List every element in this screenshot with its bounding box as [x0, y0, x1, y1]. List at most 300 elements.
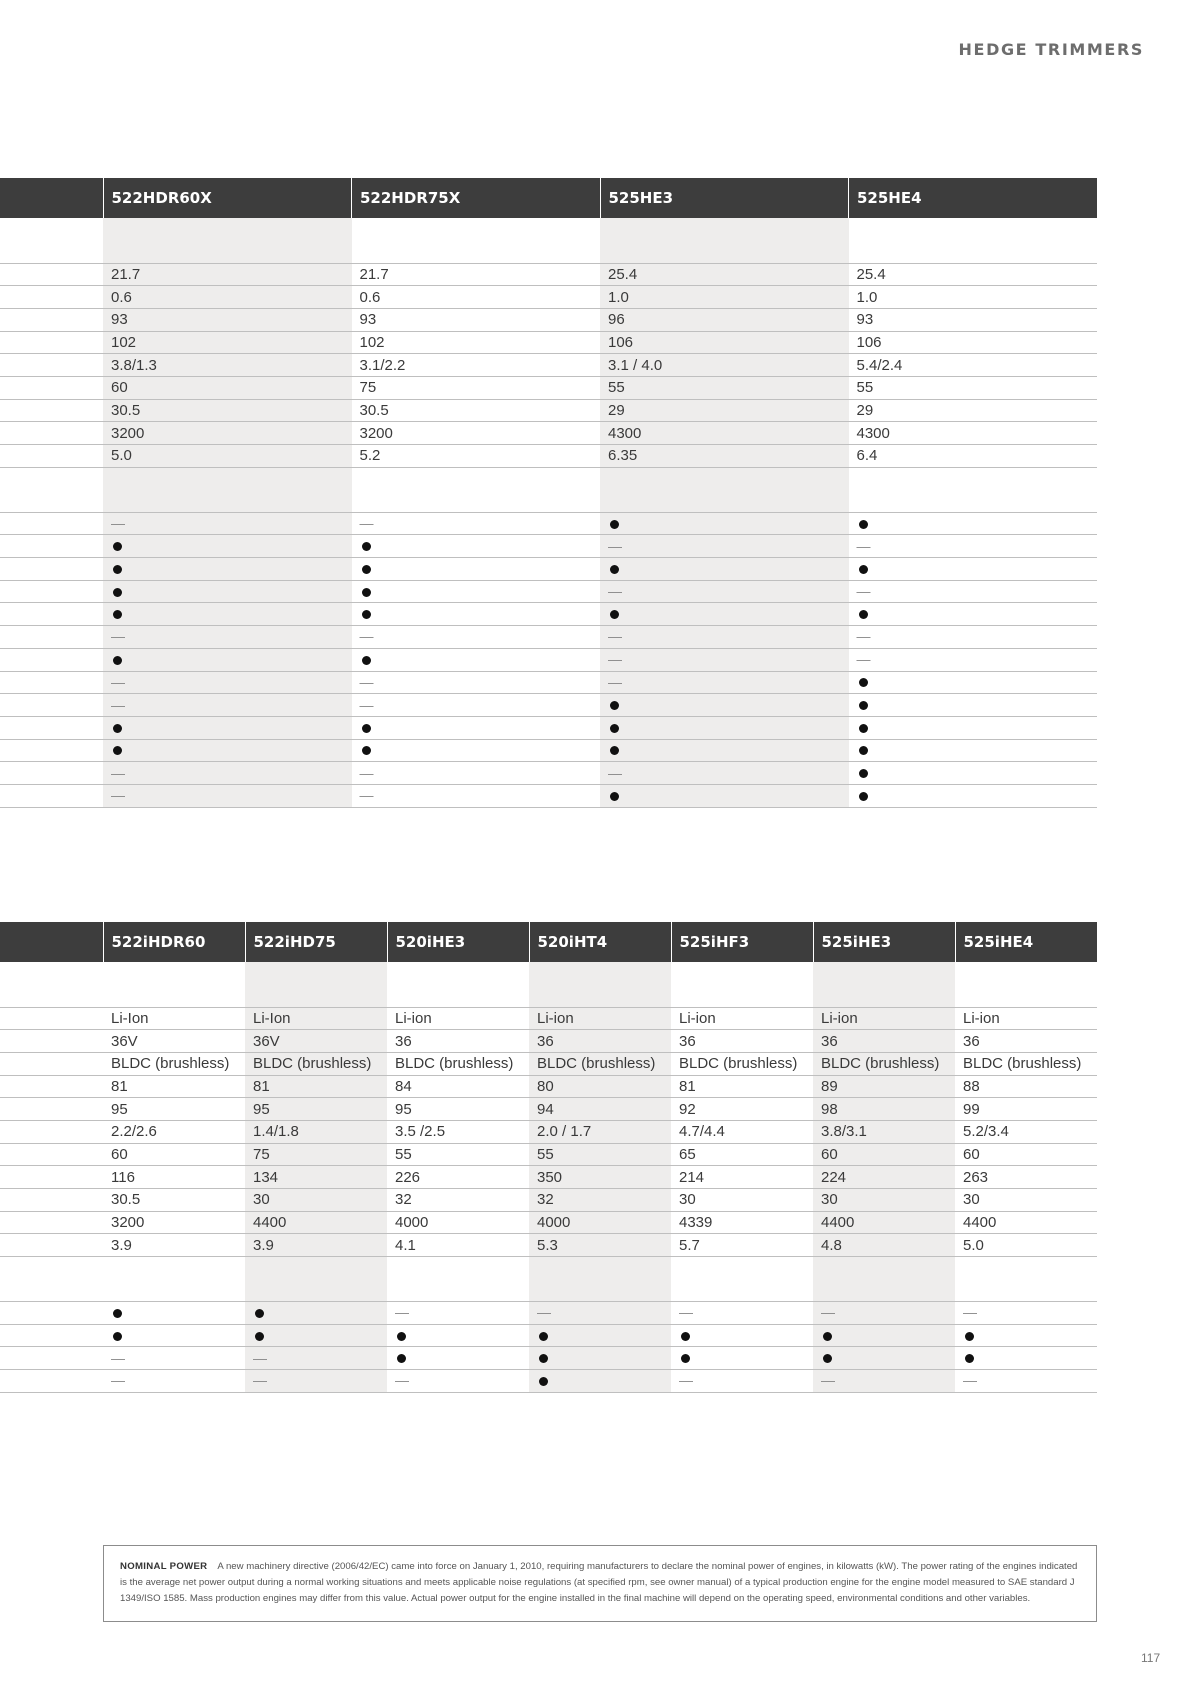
spec-cell: 84 [387, 1075, 529, 1098]
row-label-cell [0, 671, 103, 694]
row-label-cell [0, 286, 103, 309]
spec-cell: 93 [103, 308, 352, 331]
spec-cell: 5.3 [529, 1234, 671, 1257]
spec-cell: 4300 [849, 422, 1098, 445]
spec-cell [813, 1370, 955, 1393]
spec-cell: 214 [671, 1166, 813, 1189]
spec-cell [103, 648, 352, 671]
spec-cell [245, 1370, 387, 1393]
spec-cell [600, 671, 849, 694]
spec-cell: 226 [387, 1166, 529, 1189]
table-row [0, 558, 1097, 581]
dot-icon [539, 1332, 548, 1341]
dot-icon [859, 769, 868, 778]
spec-cell: 60 [103, 1143, 245, 1166]
spec-cell: 29 [849, 399, 1098, 422]
spec-cell [600, 218, 849, 263]
spec-cell: 4339 [671, 1211, 813, 1234]
dash-icon: — [111, 628, 125, 645]
dash-icon: — [111, 1372, 125, 1389]
spec-cell: 36 [671, 1030, 813, 1053]
spec-cell: 32 [529, 1189, 671, 1212]
spec-cell [955, 1324, 1097, 1347]
dash-icon: — [821, 1304, 835, 1321]
spec-cell [245, 1257, 387, 1302]
spec-cell [352, 648, 601, 671]
spec-cell [849, 762, 1098, 785]
spec-cell [352, 218, 601, 263]
spec-cell: 5.7 [671, 1234, 813, 1257]
spec-cell: 2.2/2.6 [103, 1120, 245, 1143]
model-header: 522HDR60X [103, 178, 352, 218]
spec-cell [245, 1324, 387, 1347]
spec-cell: 36 [387, 1030, 529, 1053]
dot-icon [362, 656, 371, 665]
table-row [0, 580, 1097, 603]
spec-cell [103, 512, 352, 535]
spec-cell: 3200 [352, 422, 601, 445]
spec-cell: 3.1 / 4.0 [600, 354, 849, 377]
spec-cell [813, 1347, 955, 1370]
table-row [0, 1370, 1097, 1393]
dot-icon [681, 1354, 690, 1363]
spec-cell: 89 [813, 1075, 955, 1098]
spec-cell: 106 [849, 331, 1098, 354]
spec-cell: 4.1 [387, 1234, 529, 1257]
table-row [0, 762, 1097, 785]
row-label-cell [0, 1370, 103, 1393]
dot-icon [610, 520, 619, 529]
spec-cell [387, 1370, 529, 1393]
spec-cell: 4.7/4.4 [671, 1120, 813, 1143]
table-row [0, 1347, 1097, 1370]
dash-icon: — [359, 696, 374, 713]
spec-cell: 4300 [600, 422, 849, 445]
spec-cell [600, 626, 849, 649]
table-row [0, 1007, 1097, 1030]
table-row [0, 1234, 1097, 1257]
spec-cell: BLDC (brushless) [387, 1052, 529, 1075]
dot-icon [113, 724, 122, 733]
spec-cell [955, 962, 1097, 1007]
row-label-cell [0, 694, 103, 717]
spec-cell: 88 [955, 1075, 1097, 1098]
model-header: 522iHDR60 [103, 922, 245, 962]
spec-cell: 30.5 [352, 399, 601, 422]
spec-cell: 36 [813, 1030, 955, 1053]
row-label-cell [0, 1007, 103, 1030]
spec-cell: 21.7 [103, 263, 352, 286]
spec-cell: 5.0 [955, 1234, 1097, 1257]
spec-cell: BLDC (brushless) [103, 1052, 245, 1075]
model-header: 525HE3 [600, 178, 849, 218]
table-row [0, 286, 1097, 309]
spec-cell [103, 1347, 245, 1370]
row-label-cell [0, 1120, 103, 1143]
dot-icon [965, 1354, 974, 1363]
row-label-cell [0, 1030, 103, 1053]
dash-icon: — [608, 537, 622, 554]
spec-cell: 36 [529, 1030, 671, 1053]
dot-icon [539, 1354, 548, 1363]
dot-icon [362, 610, 371, 619]
spec-cell: 30 [955, 1189, 1097, 1212]
model-header: 520iHE3 [387, 922, 529, 962]
spec-cell: 224 [813, 1166, 955, 1189]
dot-icon [823, 1354, 832, 1363]
dash-icon: — [856, 651, 871, 668]
table-row [0, 308, 1097, 331]
dash-icon: — [359, 628, 374, 645]
section-row [0, 218, 1097, 263]
spec-cell: Li-Ion [103, 1007, 245, 1030]
row-label-cell [0, 535, 103, 558]
footnote-text: A new machinery directive (2006/42/EC) came into force on January 1, 2010, requiring manufacturers to declare the nominal power of engines, in kilowatts (kW). The power rating of the engines indicated is the average net power output during a normal working situations and meets applicable noise regulations (at specified rpm, see owner manual) of a typical production engine for the engine model measured to SAE standard J 1349/ISO 1585. Mass production engines may differ from this value. Actual power output for the engine installed in the final machine will depend on the operating speed, environmental conditions and other variables. [120, 1561, 1078, 1604]
spec-cell [103, 784, 352, 807]
spec-cell: 5.2 [352, 445, 601, 468]
spec-cell [245, 1347, 387, 1370]
spec-cell [352, 784, 601, 807]
row-label-cell [0, 422, 103, 445]
spec-cell: 30.5 [103, 1189, 245, 1212]
dot-icon [255, 1309, 264, 1318]
spec-cell: Li-ion [387, 1007, 529, 1030]
spec-cell: 25.4 [600, 263, 849, 286]
spec-cell: 0.6 [352, 286, 601, 309]
spec-cell: 5.2/3.4 [955, 1120, 1097, 1143]
header-stub [0, 178, 103, 218]
spec-cell: BLDC (brushless) [813, 1052, 955, 1075]
spec-cell [600, 603, 849, 626]
spec-cell [352, 716, 601, 739]
dot-icon [113, 746, 122, 755]
row-label-cell [0, 218, 103, 263]
model-header: 525iHE4 [955, 922, 1097, 962]
dot-icon [610, 724, 619, 733]
spec-cell: BLDC (brushless) [245, 1052, 387, 1075]
table-row [0, 376, 1097, 399]
row-label-cell [0, 331, 103, 354]
spec-cell [600, 739, 849, 762]
spec-cell: Li-Ion [245, 1007, 387, 1030]
model-header: 520iHT4 [529, 922, 671, 962]
dash-icon: — [679, 1304, 693, 1321]
spec-cell [103, 467, 352, 512]
spec-cell [671, 1370, 813, 1393]
dot-icon [113, 1309, 122, 1318]
spec-cell: 3200 [103, 1211, 245, 1234]
model-header: 522HDR75X [352, 178, 601, 218]
spec-cell: 96 [600, 308, 849, 331]
dash-icon: — [608, 651, 622, 668]
section-row [0, 467, 1097, 512]
dash-icon: — [111, 1349, 125, 1366]
dot-icon [539, 1377, 548, 1386]
spec-cell [600, 512, 849, 535]
spec-cell: 99 [955, 1098, 1097, 1121]
spec-cell: 75 [352, 376, 601, 399]
row-label-cell [0, 716, 103, 739]
spec-cell [103, 694, 352, 717]
dot-icon [859, 701, 868, 710]
row-label-cell [0, 580, 103, 603]
spec-cell: 263 [955, 1166, 1097, 1189]
dash-icon: — [821, 1372, 835, 1389]
dash-icon: — [856, 537, 871, 554]
spec-cell: 81 [103, 1075, 245, 1098]
spec-cell [103, 626, 352, 649]
spec-cell [352, 512, 601, 535]
spec-cell [600, 648, 849, 671]
row-label-cell [0, 962, 103, 1007]
spec-cell: 60 [103, 376, 352, 399]
spec-cell: 98 [813, 1098, 955, 1121]
table-row [0, 671, 1097, 694]
spec-cell [600, 716, 849, 739]
spec-cell [849, 626, 1098, 649]
row-label-cell [0, 467, 103, 512]
spec-cell [103, 1370, 245, 1393]
row-label-cell [0, 784, 103, 807]
spec-cell: 106 [600, 331, 849, 354]
table-row [0, 422, 1097, 445]
spec-cell: 4000 [387, 1211, 529, 1234]
dash-icon: — [111, 515, 125, 532]
spec-cell [600, 535, 849, 558]
row-label-cell [0, 739, 103, 762]
spec-cell: 3.9 [103, 1234, 245, 1257]
spec-cell [387, 1302, 529, 1325]
row-label-cell [0, 626, 103, 649]
row-label-cell [0, 762, 103, 785]
spec-cell: 32 [387, 1189, 529, 1212]
model-header: 525iHE3 [813, 922, 955, 962]
spec-cell [103, 1302, 245, 1325]
spec-cell [103, 739, 352, 762]
spec-cell [103, 762, 352, 785]
spec-cell: 3200 [103, 422, 352, 445]
dot-icon [113, 565, 122, 574]
dot-icon [610, 746, 619, 755]
spec-cell: 4400 [813, 1211, 955, 1234]
spec-cell [849, 558, 1098, 581]
spec-cell: 81 [245, 1075, 387, 1098]
table-row [0, 1189, 1097, 1212]
dash-icon: — [395, 1304, 409, 1321]
spec-cell: 36 [955, 1030, 1097, 1053]
dot-icon [113, 588, 122, 597]
dash-icon: — [856, 628, 871, 645]
spec-cell: 30 [813, 1189, 955, 1212]
spec-cell [103, 603, 352, 626]
table-row [0, 739, 1097, 762]
spec-cell: 1.4/1.8 [245, 1120, 387, 1143]
spec-cell: Li-ion [955, 1007, 1097, 1030]
table-row [0, 784, 1097, 807]
dash-icon: — [395, 1372, 409, 1389]
section-row [0, 1257, 1097, 1302]
spec-cell [955, 1347, 1097, 1370]
row-label-cell [0, 1052, 103, 1075]
row-label-cell [0, 308, 103, 331]
table-row [0, 1324, 1097, 1347]
spec-cell [103, 218, 352, 263]
dash-icon: — [253, 1349, 267, 1366]
row-label-cell [0, 1234, 103, 1257]
spec-cell [103, 1257, 245, 1302]
spec-cell: 6.35 [600, 445, 849, 468]
spec-cell [103, 1324, 245, 1347]
spec-cell [352, 535, 601, 558]
dash-icon: — [679, 1372, 693, 1389]
dot-icon [255, 1332, 264, 1341]
spec-table-battery [0, 922, 1097, 1393]
row-label-cell [0, 1211, 103, 1234]
table-row [0, 331, 1097, 354]
spec-cell [600, 580, 849, 603]
table-header-row [0, 922, 1097, 962]
spec-cell: 1.0 [849, 286, 1098, 309]
table-header-row [0, 178, 1097, 218]
dash-icon: — [608, 673, 622, 690]
dot-icon [610, 792, 619, 801]
row-label-cell [0, 263, 103, 286]
spec-cell: 3.5 /2.5 [387, 1120, 529, 1143]
table-row [0, 1052, 1097, 1075]
spec-cell [103, 535, 352, 558]
dash-icon: — [856, 583, 871, 600]
row-label-cell [0, 1143, 103, 1166]
spec-cell: 65 [671, 1143, 813, 1166]
row-label-cell [0, 1075, 103, 1098]
spec-cell [387, 962, 529, 1007]
spec-cell: 3.1/2.2 [352, 354, 601, 377]
spec-cell [671, 962, 813, 1007]
table-row [0, 399, 1097, 422]
spec-cell: 116 [103, 1166, 245, 1189]
spec-cell [849, 739, 1098, 762]
spec-cell: 95 [245, 1098, 387, 1121]
row-label-cell [0, 648, 103, 671]
spec-cell [529, 1302, 671, 1325]
spec-cell: 25.4 [849, 263, 1098, 286]
row-label-cell [0, 1189, 103, 1212]
footnote-title: NOMINAL POWER [120, 1561, 208, 1572]
spec-table-petrol [0, 178, 1097, 808]
row-label-cell [0, 1324, 103, 1347]
table-row [0, 1098, 1097, 1121]
row-label-cell [0, 1347, 103, 1370]
dash-icon: — [608, 583, 622, 600]
dash-icon: — [359, 673, 374, 690]
spec-cell: 21.7 [352, 263, 601, 286]
spec-cell [387, 1257, 529, 1302]
dot-icon [113, 610, 122, 619]
spec-cell: 102 [103, 331, 352, 354]
table-row [0, 1120, 1097, 1143]
dot-icon [859, 565, 868, 574]
dot-icon [397, 1354, 406, 1363]
spec-cell [352, 603, 601, 626]
spec-cell [600, 694, 849, 717]
table-row [0, 1075, 1097, 1098]
spec-cell: 3.9 [245, 1234, 387, 1257]
spec-cell [529, 1347, 671, 1370]
model-header: 522iHD75 [245, 922, 387, 962]
spec-cell: BLDC (brushless) [671, 1052, 813, 1075]
spec-cell: 1.0 [600, 286, 849, 309]
spec-cell [671, 1324, 813, 1347]
dot-icon [362, 746, 371, 755]
spec-cell: 3.8/3.1 [813, 1120, 955, 1143]
header-stub [0, 922, 103, 962]
spec-cell: 94 [529, 1098, 671, 1121]
spec-cell [600, 467, 849, 512]
dash-icon: — [111, 787, 125, 804]
row-label-cell [0, 1098, 103, 1121]
spec-cell [600, 784, 849, 807]
spec-cell [387, 1347, 529, 1370]
spec-cell: 55 [387, 1143, 529, 1166]
spec-cell [245, 962, 387, 1007]
spec-cell: 36V [103, 1030, 245, 1053]
spec-cell [600, 762, 849, 785]
dot-icon [859, 520, 868, 529]
spec-cell [529, 962, 671, 1007]
dot-icon [681, 1332, 690, 1341]
page-header: HEDGE TRIMMERS [958, 40, 1144, 59]
nominal-power-footnote [103, 1545, 1097, 1622]
dot-icon [610, 565, 619, 574]
spec-cell [245, 1302, 387, 1325]
dot-icon [859, 724, 868, 733]
dash-icon: — [963, 1304, 977, 1321]
spec-cell [352, 558, 601, 581]
model-header: 525HE4 [849, 178, 1098, 218]
table-row [0, 263, 1097, 286]
spec-cell [813, 1324, 955, 1347]
spec-cell: 134 [245, 1166, 387, 1189]
row-label-cell [0, 354, 103, 377]
dot-icon [859, 678, 868, 687]
row-label-cell [0, 1257, 103, 1302]
spec-cell: Li-ion [813, 1007, 955, 1030]
spec-cell: 5.4/2.4 [849, 354, 1098, 377]
spec-cell [849, 694, 1098, 717]
spec-cell [849, 580, 1098, 603]
spec-cell [849, 467, 1098, 512]
dot-icon [362, 542, 371, 551]
row-label-cell [0, 1302, 103, 1325]
spec-cell [103, 558, 352, 581]
spec-cell: 29 [600, 399, 849, 422]
dot-icon [113, 542, 122, 551]
spec-cell: 55 [849, 376, 1098, 399]
spec-cell: 81 [671, 1075, 813, 1098]
dot-icon [859, 746, 868, 755]
spec-cell: 60 [955, 1143, 1097, 1166]
table-row [0, 1211, 1097, 1234]
spec-cell [387, 1324, 529, 1347]
dot-icon [113, 1332, 122, 1341]
spec-cell: 95 [103, 1098, 245, 1121]
spec-cell [849, 671, 1098, 694]
row-label-cell [0, 512, 103, 535]
spec-cell: 75 [245, 1143, 387, 1166]
spec-cell [849, 648, 1098, 671]
dash-icon: — [111, 696, 125, 713]
model-header: 525iHF3 [671, 922, 813, 962]
